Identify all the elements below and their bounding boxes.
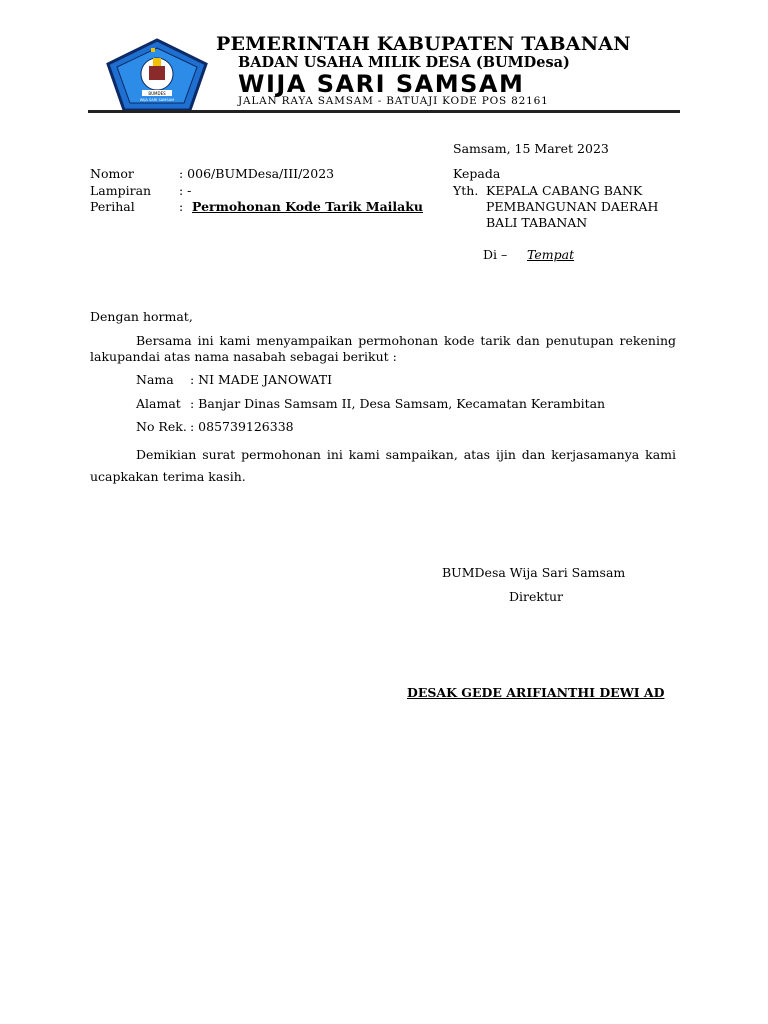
recipient-yth: Yth.	[453, 183, 479, 198]
signature-name: DESAK GEDE ARIFIANTHI DEWI AD	[407, 685, 665, 700]
body-paragraph-2: Demikian surat permohonan ini kami sampaikan, atas ijin dan kerjasamanya kami ucapkakan terima kasih.	[90, 447, 676, 484]
nama-label: Nama	[136, 372, 174, 387]
lampiran-label: Lampiran	[90, 183, 152, 198]
nama-value: : NI MADE JANOWATI	[190, 372, 333, 387]
svg-text:BUMDES: BUMDES	[148, 91, 166, 96]
norek-label: No Rek.	[136, 419, 187, 434]
recipient-line3: BALI TABANAN	[486, 215, 588, 230]
alamat-label: Alamat	[136, 396, 181, 411]
svg-text:WIJA SARI SAMSAM: WIJA SARI SAMSAM	[139, 98, 175, 102]
greeting: Dengan hormat,	[90, 309, 193, 324]
lampiran-value: : -	[179, 183, 192, 198]
signature-title: Direktur	[509, 589, 564, 604]
body-paragraph-1: Bersama ini kami menyampaikan permohonan kode tarik dan penutupan rekening lakupandai atas nama nasabah sebagai berikut :	[90, 333, 676, 364]
letterhead-address: JALAN RAYA SAMSAM - BATUAJI KODE POS 82161	[238, 95, 549, 107]
letterhead-organization: WIJA SARI SAMSAM	[238, 70, 525, 98]
letterhead-agency: BADAN USAHA MILIK DESA (BUMDesa)	[238, 54, 570, 71]
letterhead-divider	[88, 110, 680, 113]
perihal-label: Perihal	[90, 199, 135, 214]
bumdes-logo	[106, 38, 208, 112]
alamat-value: : Banjar Dinas Samsam II, Desa Samsam, Kecamatan Kerambitan	[190, 396, 606, 411]
recipient-line2: PEMBANGUNAN DAERAH	[486, 199, 659, 214]
nomor-value: : 006/BUMDesa/III/2023	[179, 166, 335, 181]
perihal-value: Permohonan Kode Tarik Mailaku	[192, 199, 424, 214]
perihal-colon: :	[179, 199, 184, 214]
norek-value: : 085739126338	[190, 419, 294, 434]
recipient-tempat: Tempat	[527, 247, 575, 262]
nomor-label: Nomor	[90, 166, 134, 181]
recipient-line1: KEPALA CABANG BANK	[486, 183, 643, 198]
letter-date: Samsam, 15 Maret 2023	[453, 141, 609, 156]
signature-organization: BUMDesa Wija Sari Samsam	[442, 565, 626, 580]
recipient-di: Di –	[483, 247, 508, 262]
recipient-kepada: Kepada	[453, 166, 501, 181]
letterhead-government: PEMERINTAH KABUPATEN TABANAN	[216, 33, 631, 55]
